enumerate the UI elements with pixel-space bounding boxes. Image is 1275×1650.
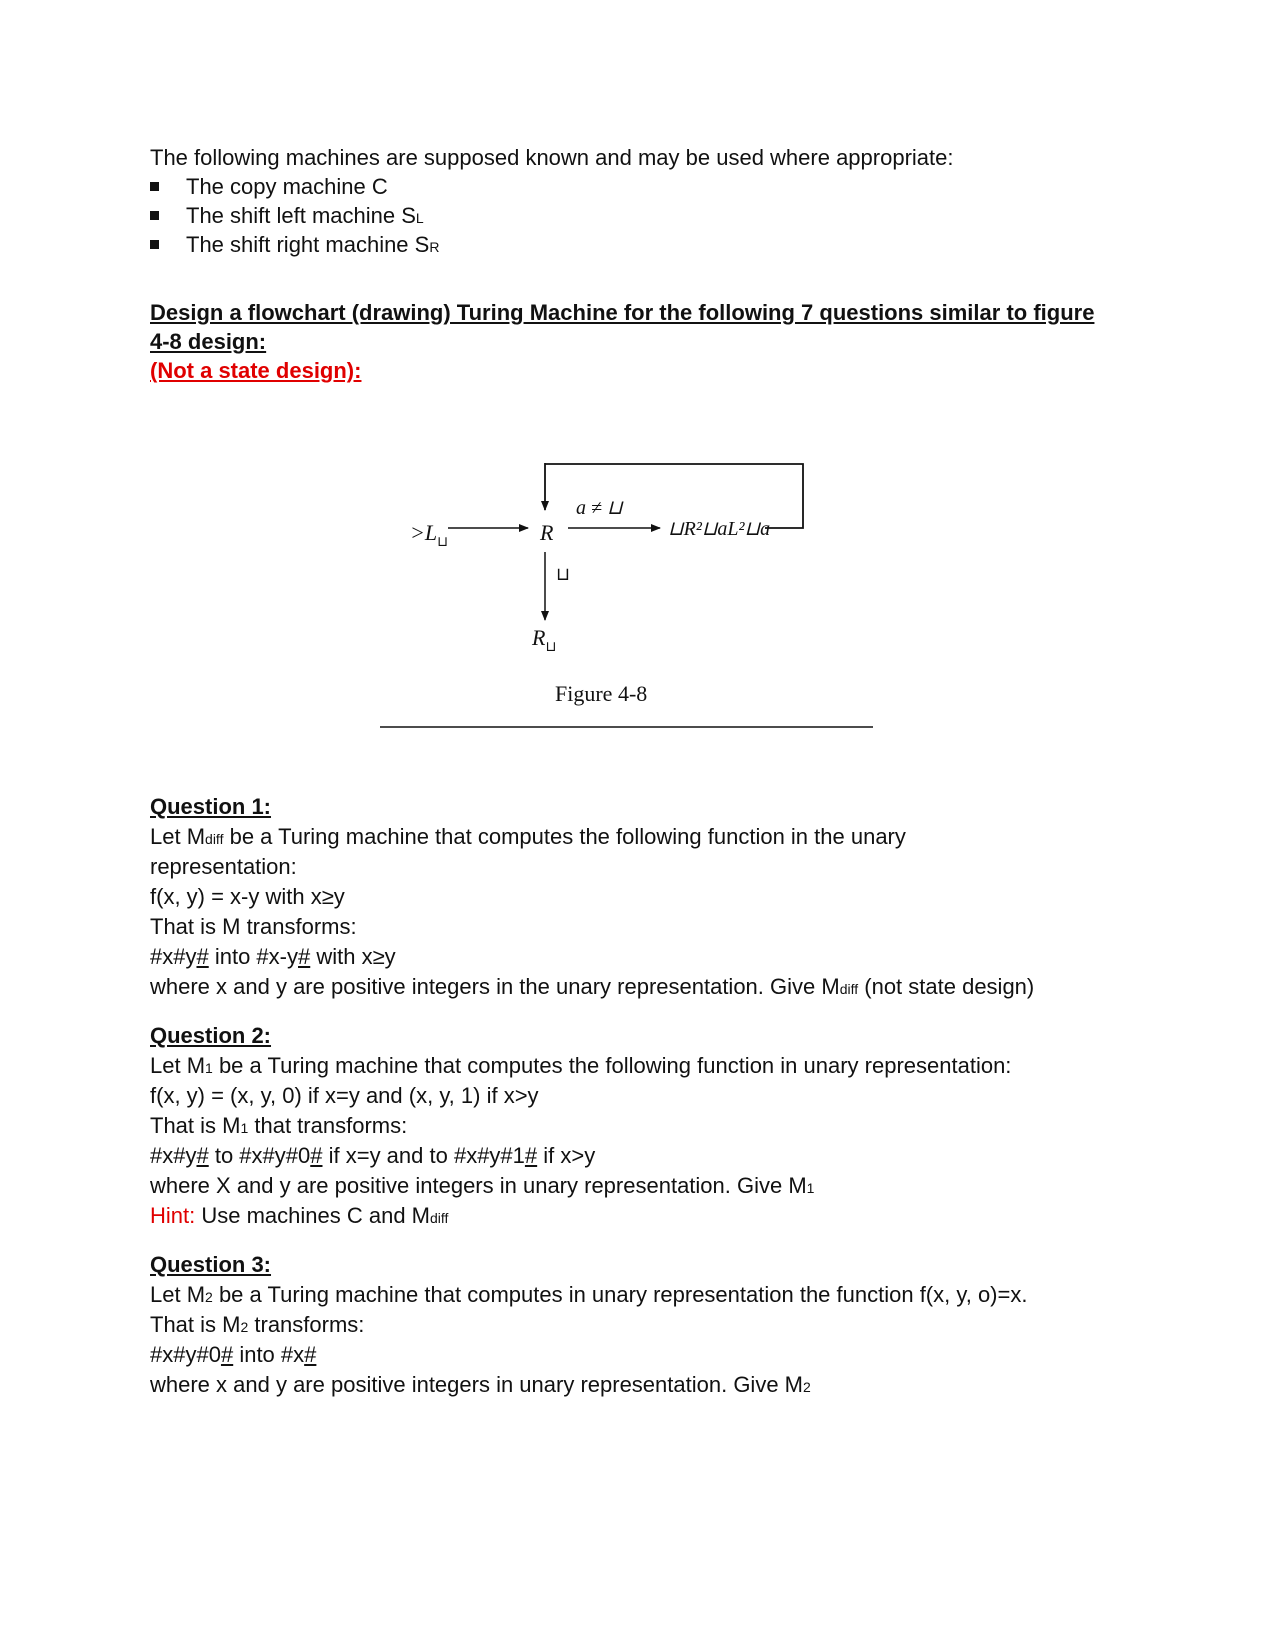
q1-line4: That is M transforms: [150,914,357,939]
q1-line5: #x#y# into #x-y# with x≥y [150,944,396,969]
q2-line3: That is M1 that transforms: [150,1113,408,1138]
design-heading-note: (Not a state design): [150,358,362,383]
q2-line1: Let M1 be a Turing machine that computes the following function in unary representation: [150,1053,1012,1078]
down-label: ⊔ [556,564,571,584]
q2-line2: f(x, y) = (x, y, 0) if x=y and (x, y, 1) if x>y [150,1083,539,1108]
q3-line2: That is M2 transforms: [150,1312,365,1337]
q3-line4: where x and y are positive integers in unary representation. Give M2 [150,1372,811,1397]
figure-4-8 [0,0,1275,760]
machine-list-item-shift-left: The shift left machine SL [186,203,424,228]
bottom-node: $R_⊔$ [532,625,557,655]
start-node: $>L_⊔$ [410,520,449,550]
q2-line5: where X and y are positive integers in unary representation. Give M1 [150,1173,815,1198]
q1-line6: where x and y are positive integers in the unary representation. Give Mdiff (not state design) [150,974,1035,999]
q3-title: Question 3: [150,1252,272,1277]
edge-label: a ≠ ⊔ [576,497,623,519]
q2-line4: #x#y# to #x#y#0# if x=y and to #x#y#1# if x>y [150,1143,596,1168]
q1-line1: Let Mdiff be a Turing machine that computes the following function in the unary [150,824,906,849]
figure-caption: Figure 4-8 [555,681,648,706]
machine-list-item-shift-right: The shift right machine SR [186,232,440,257]
q1-line3: f(x, y) = x-y with x≥y [150,884,345,909]
q1-line2: representation: [150,854,297,879]
right-node: ⊔R²⊔aL²⊔a [668,518,771,540]
q2-title: Question 2: [150,1023,272,1048]
machine-list-item-copy: The copy machine C [186,174,388,199]
intro-text: The following machines are supposed known and may be used where appropriate: [150,145,954,170]
design-heading-line2: 4-8 design: [150,329,267,354]
q1-title: Question 1: [150,794,272,819]
q2-hint: Hint: Use machines C and Mdiff [150,1203,449,1228]
q3-line1: Let M2 be a Turing machine that computes in unary representation the function f(x, y, o)=x. [150,1282,1028,1307]
design-heading-line1: Design a flowchart (drawing) Turing Machine for the following 7 questions similar to figure [150,300,1095,325]
q3-line3: #x#y#0# into #x# [150,1342,317,1367]
r-node: R [540,520,554,545]
